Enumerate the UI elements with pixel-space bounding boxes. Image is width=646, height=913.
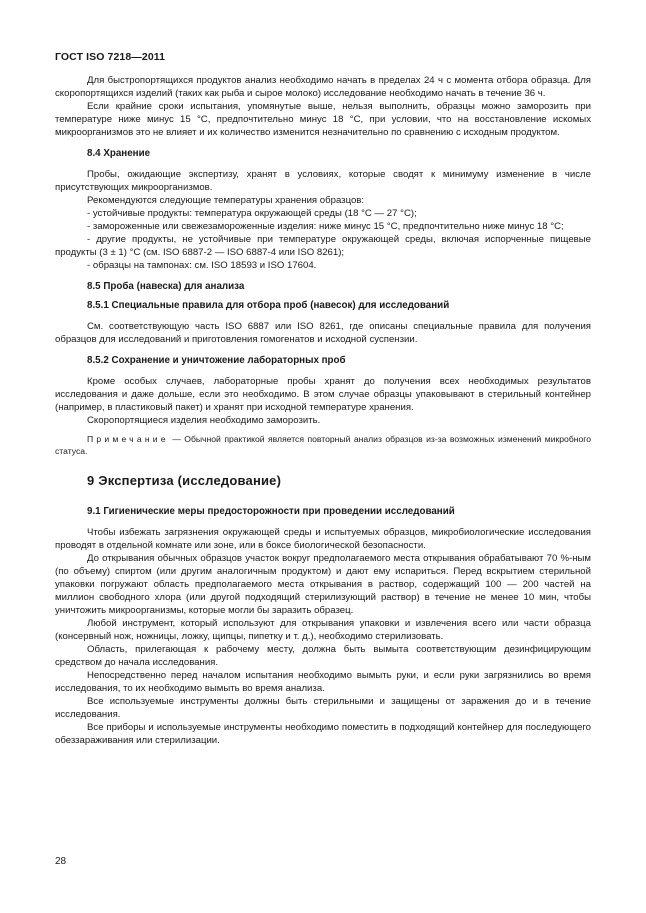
section-heading-8-5-2: 8.5.2 Сохранение и уничтожение лабораторных проб — [87, 355, 346, 366]
paragraph: Все приборы и используемые инструменты необходимо поместить в подходящий контейнер для последующего обеззараживания или стерилизации. — [55, 722, 591, 746]
list-item: - замороженные или свежезамороженные изделия: ниже минус 15 °С, предпочтительно ниже минус 18 °С; — [87, 221, 564, 232]
paragraph: Кроме особых случаев, лабораторные пробы хранят до получения всех необходимых результатов исследования и даже дольше, если это необходимо. В этом случае образцы упаковывают в стерильный контейнер (например, в пластиковый пакет) и хранят при исходной температуре хранения. — [55, 376, 591, 413]
note — [55, 433, 591, 457]
document-header: ГОСТ ISO 7218—2011 — [55, 51, 166, 63]
section-heading-8-5: 8.5 Проба (навеска) для анализа — [87, 281, 245, 292]
paragraph: Чтобы избежать загрязнения окружающей среды и испытуемых образцов, микробиологические исследования проводят в отдельной комнате или зоне, или в боксе биологической безопасности. — [55, 527, 591, 551]
list-item: - другие продукты, не устойчивые при температуре окружающей среды, включая испорченные пищевые продукты (3 ± 1) °С (см. ISO 6887-2 — ISO 6887-4 или ISO 8261); — [55, 234, 591, 258]
paragraph: Пробы, ожидающие экспертизу, хранят в условиях, которые сводят к минимуму изменение в числе присутствующих микроорганизмов. — [55, 169, 591, 193]
paragraph: Все используемые инструменты должны быть стерильными и защищены от заражения до и в течение исследования. — [55, 696, 591, 720]
paragraph: См. соответствующую часть ISO 6887 или ISO 8261, где описаны специальные правила для получения образцов для исследований и приготовления гомогенатов и исходной суспензии. — [55, 321, 591, 345]
paragraph: Любой инструмент, который используют для открывания упаковки и извлечения всего или части образца (консервный нож, ножницы, ложку, щипцы, пипетку и т. д.), необходимо стерилизовать. — [55, 618, 591, 642]
list-item: - образцы на тампонах: см. ISO 18593 и ISO 17604. — [87, 260, 317, 271]
page-body — [55, 74, 591, 747]
paragraph: До открывания обычных образцов участок вокруг предполагаемого места открывания обрабатывают 70 %-ным (по объему) спиртом (или другим аналогичным продуктом) и дают ему испариться. Перед вскрытием стерильной упаковки погружают область предполагаемого места открывания в раствор, содержащий 100 — 200 частей на миллион свободного хлора (или другой подходящий стерилизующий раствор) в течение не менее 10 мин, чтобы уничтожить микроорганизмы, которые могли бы заразить образец. — [55, 553, 591, 616]
note-text: — Обычной практикой является повторный анализ образцов из-за возможных изменений микробного статуса. — [55, 434, 591, 456]
section-heading-8-5-1: 8.5.1 Специальные правила для отбора проб (навесок) для исследований — [87, 300, 450, 311]
paragraph: Область, прилегающая к рабочему месту, должна быть вымыта соответствующим дезинфицирующим средством до начала исследования. — [55, 644, 591, 668]
note-label: Примечание — [87, 434, 169, 444]
section-heading-9-1: 9.1 Гигиенические меры предосторожности при проведении исследований — [87, 506, 455, 517]
paragraph: Рекомендуются следующие температуры хранения образцов: — [87, 195, 365, 206]
paragraph: Непосредственно перед началом испытания необходимо вымыть руки, и если руки загрязнились во время исследования, то их необходимо вымыть во время анализа. — [55, 670, 591, 694]
list-item: - устойчивые продукты: температура окружающей среды (18 °С — 27 °С); — [87, 208, 417, 219]
paragraph: Скоропортящиеся изделия необходимо заморозить. — [87, 415, 321, 426]
paragraph: Для быстропортящихся продуктов анализ необходимо начать в пределах 24 ч с момента отбора образца. Для скоропортящихся изделий (таких как рыба и сырое молоко) исследование необходимо начать в течение 36 ч. — [55, 75, 591, 99]
paragraph: Если крайние сроки испытания, упомянутые выше, нельзя выполнить, образцы можно заморозить при температуре ниже минус 15 °С, предпочтительно минус 18 °С, при условии, что на восстановление искомых микроорганизмов это не влияет и их количество изменится незначительно по сравнению с исходным продуктом. — [55, 101, 591, 138]
section-heading-8-4: 8.4 Хранение — [87, 148, 151, 159]
section-heading-9: 9 Экспертиза (исследование) — [87, 473, 282, 488]
page-number: 28 — [55, 856, 67, 867]
